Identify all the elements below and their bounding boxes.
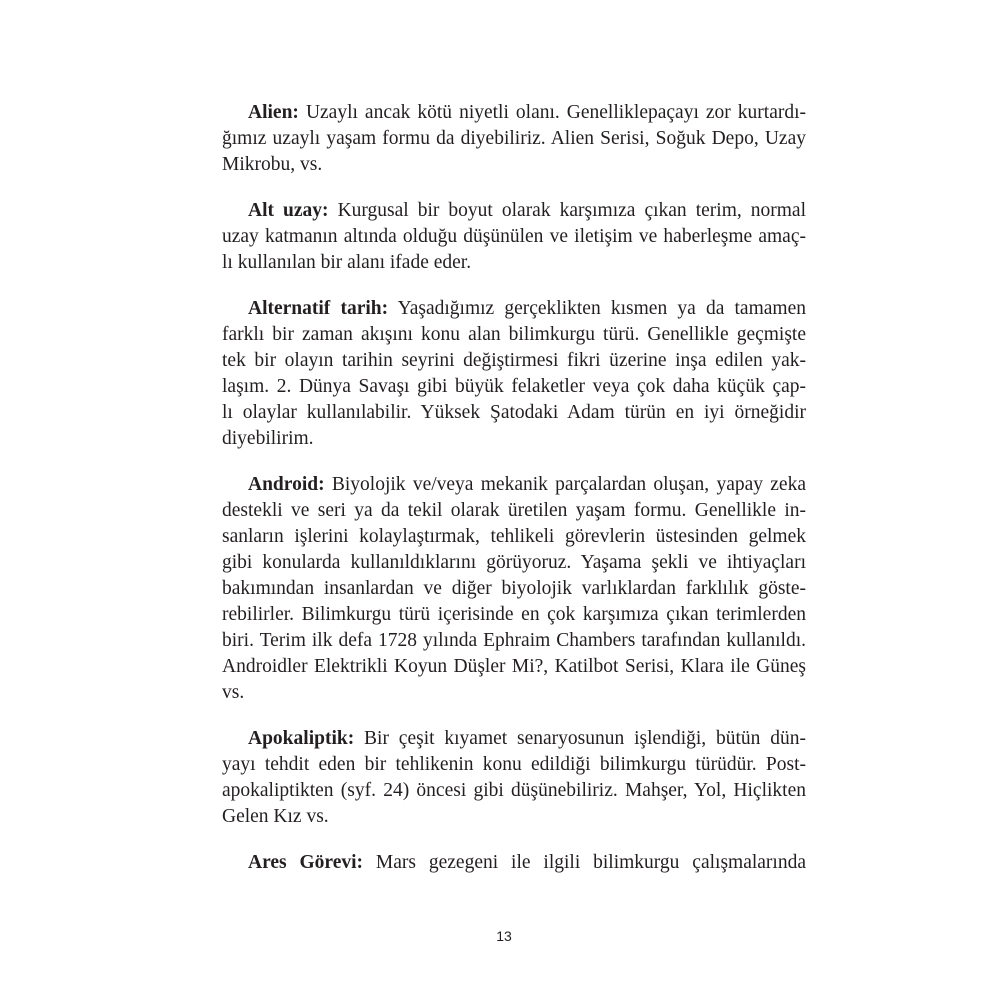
entry-text-line: biri. Terim ilk defa 1728 yılında Ephraim Chambers tarafından kullanıldı. — [222, 630, 806, 651]
entry-text-line: gibi konularda kullanıldıklarını görüyoruz. Yaşama şekli ve ihtiyaçları — [222, 552, 806, 573]
glossary-entry-alt-uzay — [222, 198, 806, 276]
entry-text-line: rebilirler. Bilimkurgu türü içerisinde en çok karşımıza çıkan terimlerden — [222, 604, 806, 625]
entry-text-line: farklı bir zaman akışını konu alan bilimkurgu türü. Genellikle geçmişte — [222, 324, 806, 345]
entry-term: Ares Görevi: — [248, 852, 364, 873]
page-number: 13 — [496, 928, 512, 944]
entry-text-line: sanların işlerini kolaylaştırmak, tehlikeli görevlerin üstesinden gelmek — [222, 526, 806, 547]
entry-text-line: bakımından insanlardan ve diğer biyolojik varlıklardan farklılık göste- — [222, 578, 806, 599]
glossary-entry-alternatif-tarih — [222, 296, 806, 452]
entry-text-line: lı olaylar kullanılabilir. Yüksek Şatodaki Adam türün en iyi örneğidir — [222, 402, 806, 423]
glossary-entry-apokaliptik — [222, 726, 806, 830]
entry-text-line: Mars gezegeni ile ilgili bilimkurgu çalışmalarında — [375, 852, 806, 873]
entry-term: Alt uzay: — [248, 200, 329, 221]
entry-text-line: Kurgusal bir boyut olarak karşımıza çıkan terim, normal — [337, 200, 806, 221]
entry-term: Alternatif tarih: — [248, 298, 389, 319]
entry-first-line — [222, 472, 806, 498]
entry-text-line: Gelen Kız vs. — [222, 806, 329, 827]
entry-text-line: ğımız uzaylı yaşam formu da diyebiliriz. Alien Serisi, Soğuk Depo, Uzay — [222, 128, 806, 149]
entry-text-line: destekli ve seri ya da tekil olarak üretilen yaşam formu. Genellikle in- — [222, 500, 806, 521]
entry-first-line — [222, 100, 806, 126]
entry-text-line: vs. — [222, 682, 245, 703]
entry-text-line: Bir çeşit kıyamet senaryosunun işlendiği, bütün dün- — [364, 728, 806, 749]
entry-text-line: apokaliptikten (syf. 24) öncesi gibi düşünebiliriz. Mahşer, Yol, Hiçlikten — [222, 780, 806, 801]
entry-text-line: Androidler Elektrikli Koyun Düşler Mi?, Katilbot Serisi, Klara ile Güneş — [222, 656, 806, 677]
entry-text-line: Mikrobu, vs. — [222, 154, 323, 175]
glossary-entry-android — [222, 472, 806, 706]
entry-text-line: Uzaylı ancak kötü niyetli olanı. Genelliklepaçayı zor kurtardı- — [305, 102, 807, 123]
glossary-entry-alien — [222, 100, 806, 178]
entry-text-line: tek bir olayın tarihin seyrini değiştirmesi fikri üzerine inşa edilen yak- — [222, 350, 806, 371]
book-page-body — [222, 100, 806, 876]
entry-first-line — [222, 726, 806, 752]
entry-term: Android: — [248, 474, 325, 495]
entry-text-line: yayı tehdit eden bir tehlikenin konu edildiği bilimkurgu türüdür. Post- — [222, 754, 806, 775]
entry-first-line — [222, 198, 806, 224]
entry-text-line: laşım. 2. Dünya Savaşı gibi büyük felaketler veya çok daha küçük çap- — [222, 376, 806, 397]
entry-text-line: uzay katmanın altında olduğu düşünülen ve iletişim ve haberleşme amaç- — [222, 226, 806, 247]
glossary-entry-ares-gorevi — [222, 850, 806, 876]
entry-text-line: Biyolojik ve/veya mekanik parçalardan oluşan, yapay zeka — [331, 474, 806, 495]
entry-first-line — [222, 296, 806, 322]
entry-text-line: diyebilirim. — [222, 428, 314, 449]
entry-text-line: lı kullanılan bir alanı ifade eder. — [222, 252, 472, 273]
entry-term: Apokaliptik: — [248, 728, 355, 749]
entry-first-line — [222, 850, 806, 876]
entry-term: Alien: — [248, 102, 299, 123]
entry-text-line: Yaşadığımız gerçeklikten kısmen ya da tamamen — [397, 298, 806, 319]
